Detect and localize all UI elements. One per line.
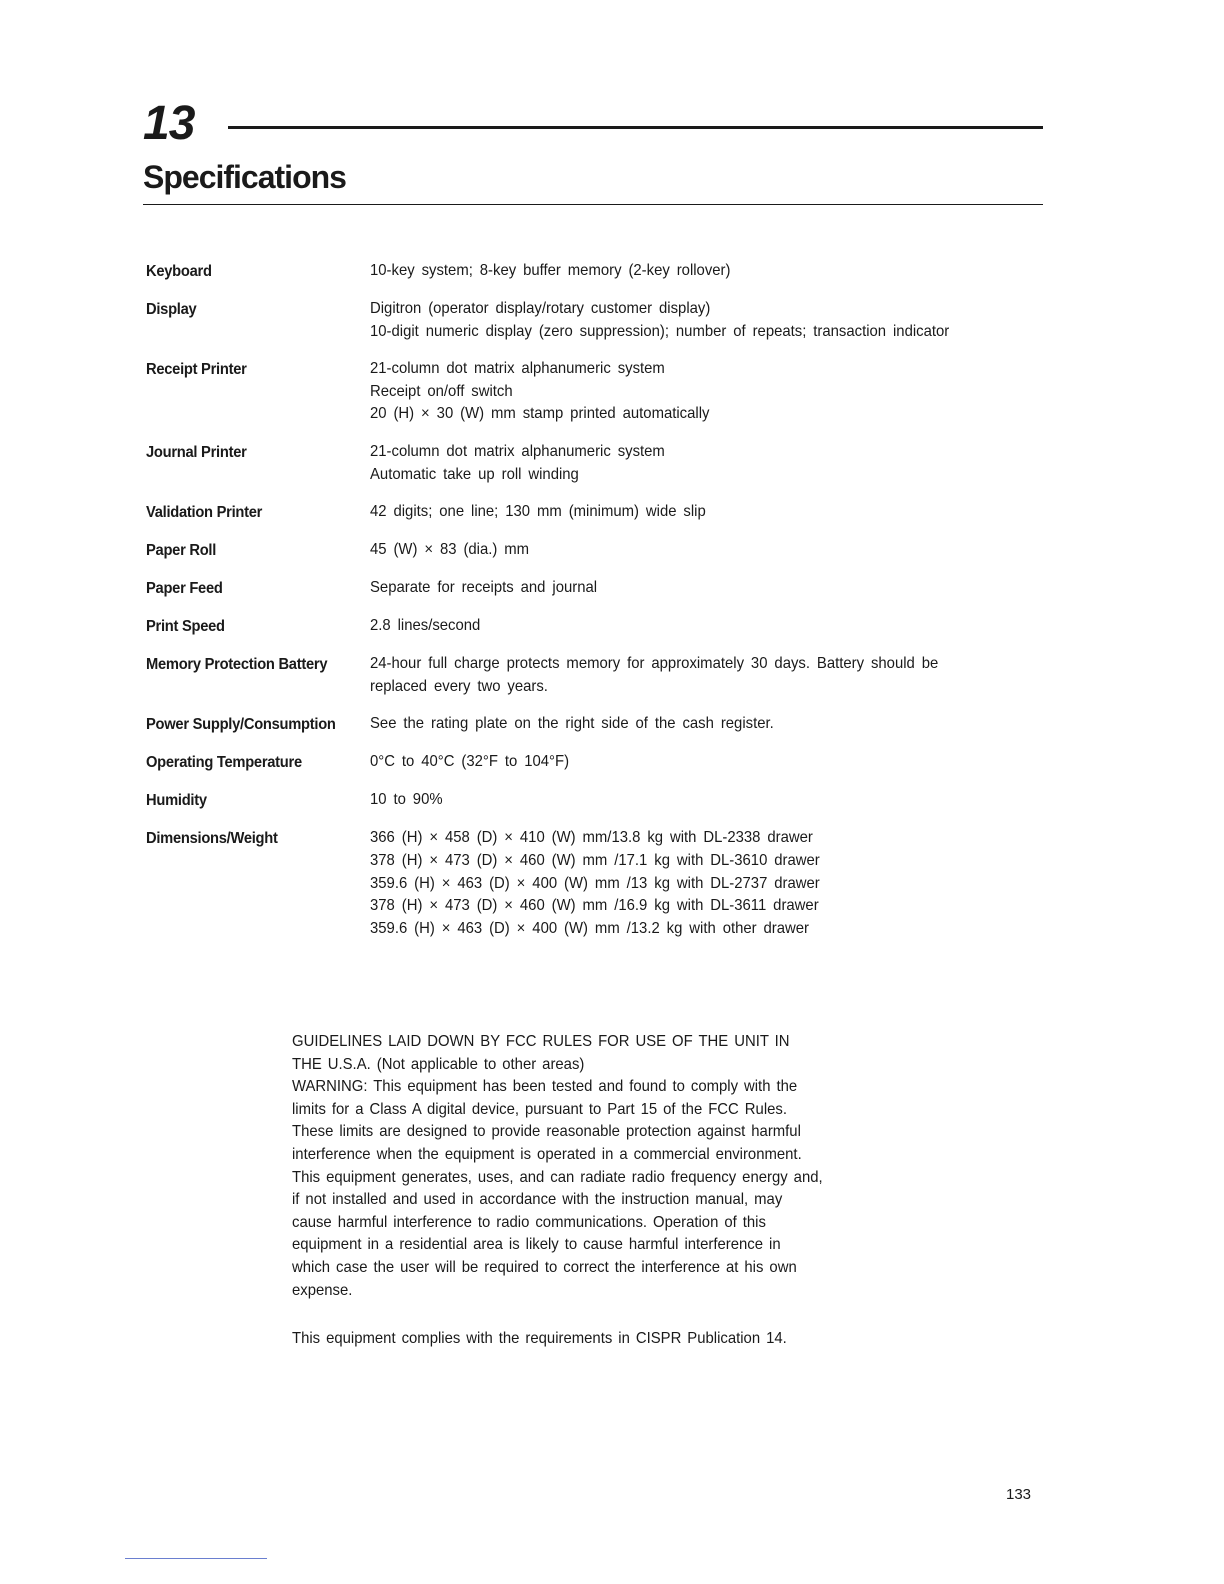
spec-value-line: 45 (W) × 83 (dia.) mm bbox=[370, 541, 530, 559]
spec-label: Print Speed bbox=[146, 618, 225, 636]
spec-value bbox=[370, 358, 1046, 426]
spec-label: Paper Feed bbox=[146, 580, 223, 598]
spec-row bbox=[146, 539, 1046, 562]
spec-label: Display bbox=[146, 301, 197, 318]
spec-row bbox=[146, 789, 1046, 812]
spec-value bbox=[370, 827, 1046, 940]
spec-value-line: 10-key system; 8-key buffer memory (2-key rollover) bbox=[370, 262, 731, 279]
cispr-note: This equipment complies with the requirements in CISPR Publication 14. bbox=[292, 1330, 787, 1347]
spec-value-line: 366 (H) × 458 (D) × 410 (W) mm/13.8 kg with DL-2338 drawer bbox=[370, 829, 813, 847]
spec-row bbox=[146, 577, 1046, 600]
spec-row bbox=[146, 298, 1046, 343]
spec-value-line: 359.6 (H) × 463 (D) × 400 (W) mm /13 kg with DL-2737 drawer bbox=[370, 874, 820, 892]
spec-value-line: Receipt on/off switch bbox=[370, 382, 513, 400]
spec-label: Validation Printer bbox=[146, 504, 263, 522]
spec-row bbox=[146, 358, 1046, 426]
spec-label: Paper Roll bbox=[146, 542, 217, 560]
spec-value bbox=[370, 653, 1046, 698]
spec-value-line: 10-digit numeric display (zero suppression); number of repeats; transaction indicator bbox=[370, 322, 950, 340]
fcc-notice-line: equipment in a residential area is likely to cause harmful interference in bbox=[292, 1236, 781, 1254]
spec-label: Journal Printer bbox=[146, 443, 247, 461]
spec-value-line: replaced every two years. bbox=[370, 677, 548, 695]
spec-row bbox=[146, 501, 1046, 524]
spec-label: Memory Protection Battery bbox=[146, 656, 328, 674]
chapter-number: 13 bbox=[143, 97, 195, 150]
spec-row bbox=[146, 260, 1046, 283]
spec-value-line: 24-hour full charge protects memory for approximately 30 days. Battery should be bbox=[370, 655, 939, 673]
fcc-notice-line: if not installed and used in accordance with the instruction manual, may bbox=[292, 1191, 783, 1209]
spec-value bbox=[370, 577, 1046, 600]
title-rule bbox=[143, 204, 1043, 205]
spec-label: Power Supply/Consumption bbox=[146, 716, 336, 734]
spec-value-line: Automatic take up roll winding bbox=[370, 465, 579, 483]
spec-label: Receipt Printer bbox=[146, 361, 247, 379]
spec-value-line: 0°C to 40°C (32°F to 104°F) bbox=[370, 753, 570, 771]
fcc-notice-line: expense. bbox=[292, 1281, 353, 1299]
spec-row bbox=[146, 827, 1046, 940]
spec-value-line: 21-column dot matrix alphanumeric system bbox=[370, 360, 665, 378]
spec-value-line: Digitron (operator display/rotary customer display) bbox=[370, 300, 711, 317]
spec-label: Dimensions/Weight bbox=[146, 830, 278, 848]
fcc-notice-line: limits for a Class A digital device, pursuant to Part 15 of the FCC Rules. bbox=[292, 1100, 787, 1118]
page-title: Specifications bbox=[143, 159, 346, 195]
spec-value-line: 359.6 (H) × 463 (D) × 400 (W) mm /13.2 kg with other drawer bbox=[370, 919, 810, 937]
fcc-notice-line: This equipment generates, uses, and can radiate radio frequency energy and, bbox=[292, 1168, 823, 1186]
spec-value-line: 20 (H) × 30 (W) mm stamp printed automatically bbox=[370, 405, 710, 423]
footer-rule bbox=[125, 1558, 267, 1559]
spec-label: Humidity bbox=[146, 792, 207, 810]
fcc-notice-line: interference when the equipment is operated in a commercial environment. bbox=[292, 1145, 802, 1163]
spec-value bbox=[370, 441, 1046, 486]
spec-value bbox=[370, 501, 1046, 524]
spec-value-line: 42 digits; one line; 130 mm (minimum) wide slip bbox=[370, 503, 706, 521]
chapter-rule bbox=[228, 126, 1043, 129]
spec-value-line: 378 (H) × 473 (D) × 460 (W) mm /17.1 kg with DL-3610 drawer bbox=[370, 851, 820, 869]
spec-value-line: See the rating plate on the right side of the cash register. bbox=[370, 715, 774, 733]
fcc-notice-line: WARNING: This equipment has been tested and found to comply with the bbox=[292, 1078, 798, 1096]
spec-value bbox=[370, 260, 1046, 283]
spec-value-line: 378 (H) × 473 (D) × 460 (W) mm /16.9 kg with DL-3611 drawer bbox=[370, 897, 819, 915]
spec-value bbox=[370, 298, 1046, 343]
spec-value-line: 21-column dot matrix alphanumeric system bbox=[370, 442, 665, 460]
fcc-notice-line: cause harmful interference to radio communications. Operation of this bbox=[292, 1213, 766, 1231]
spec-row bbox=[146, 713, 1046, 736]
spec-value bbox=[370, 713, 1046, 736]
spec-value bbox=[370, 789, 1046, 812]
spec-value bbox=[370, 751, 1046, 774]
specifications-list bbox=[146, 260, 1046, 955]
fcc-notice-line: GUIDELINES LAID DOWN BY FCC RULES FOR USE OF THE UNIT IN bbox=[292, 1033, 790, 1050]
fcc-notice-line: THE U.S.A. (Not applicable to other areas) bbox=[292, 1055, 585, 1073]
spec-value-line: 2.8 lines/second bbox=[370, 617, 481, 635]
page-number: 133 bbox=[1006, 1486, 1032, 1503]
fcc-notice-line: which case the user will be required to correct the interference at his own bbox=[292, 1258, 797, 1276]
spec-value bbox=[370, 539, 1046, 562]
spec-label: Operating Temperature bbox=[146, 754, 302, 772]
fcc-notice bbox=[292, 1031, 892, 1302]
spec-row bbox=[146, 751, 1046, 774]
spec-row bbox=[146, 615, 1046, 638]
spec-label: Keyboard bbox=[146, 263, 212, 280]
spec-value bbox=[370, 615, 1046, 638]
fcc-notice-line: These limits are designed to provide reasonable protection against harmful bbox=[292, 1123, 801, 1141]
spec-value-line: Separate for receipts and journal bbox=[370, 579, 598, 597]
spec-value-line: 10 to 90% bbox=[370, 791, 443, 809]
spec-row bbox=[146, 441, 1046, 486]
spec-row bbox=[146, 653, 1046, 698]
